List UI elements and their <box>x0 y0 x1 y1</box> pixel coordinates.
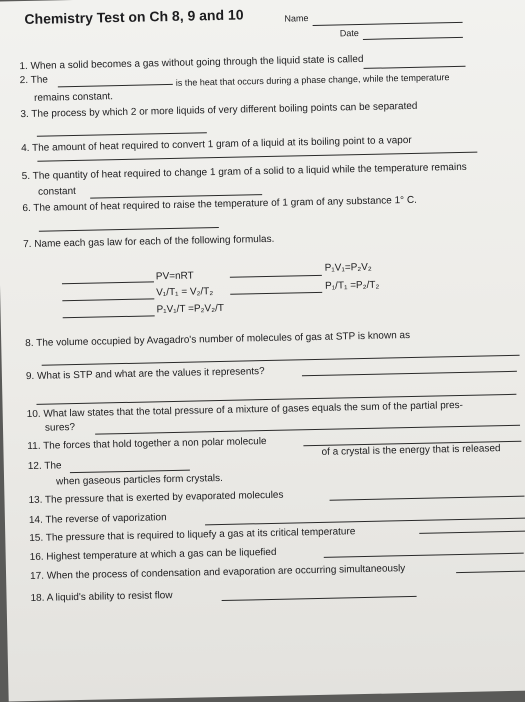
question-1: 1. When a solid becomes a gas without going through the liquid state is called <box>19 53 364 73</box>
answer-blank-6[interactable] <box>39 227 219 232</box>
answer-blank-18[interactable] <box>222 596 417 601</box>
formula-ideal-gas: PV=nRT <box>155 270 194 283</box>
name-blank[interactable] <box>313 22 463 26</box>
answer-blank-10[interactable] <box>95 425 520 435</box>
question-2-prefix: 2. The <box>19 74 48 87</box>
answer-blank-7a[interactable] <box>62 281 154 284</box>
formula-charles: V₁/T₁ = V₂/T₂ <box>156 286 214 299</box>
question-10-continued: sures? <box>44 422 76 434</box>
question-17: 17. When the process of condensation and evaporation are occurring simultaneously <box>29 563 406 583</box>
answer-blank-13[interactable] <box>330 496 525 501</box>
question-9: 9. What is STP and what are the values it represents? <box>25 366 265 383</box>
question-13: 13. The pressure that is exerted by evaporated molecules <box>28 489 284 507</box>
formula-combined: P₁V₁/T =P₂V₂/T <box>156 302 225 316</box>
answer-blank-12[interactable] <box>70 470 190 474</box>
answer-blank-4[interactable] <box>37 152 477 162</box>
question-12-continued: when gaseous particles form crystals. <box>56 472 223 488</box>
date-blank[interactable] <box>363 37 463 40</box>
answer-blank-9a[interactable] <box>302 371 517 377</box>
date-label: Date <box>339 28 359 39</box>
answer-blank-3[interactable] <box>37 132 207 137</box>
answer-blank-7b[interactable] <box>62 298 154 301</box>
answer-blank-17[interactable] <box>456 571 525 573</box>
question-5: 5. The quantity of heat required to change 1 gram of a solid to a liquid while the temperature remains <box>21 161 467 183</box>
question-14: 14. The reverse of vaporization <box>28 512 167 527</box>
question-7: 7. Name each gas law for each of the following formulas. <box>23 233 275 251</box>
name-label: Name <box>284 13 309 24</box>
answer-blank-7d[interactable] <box>230 275 322 278</box>
question-2-continued: remains constant. <box>33 91 114 104</box>
answer-blank-8[interactable] <box>42 355 520 366</box>
answer-blank-7c[interactable] <box>63 315 155 318</box>
question-12-prefix: 12. The <box>27 460 62 473</box>
answer-blank-16[interactable] <box>324 553 524 558</box>
question-18: 18. A liquid's ability to resist flow <box>30 590 173 605</box>
question-3: 3. The process by which 2 or more liquids of very different boiling points can be separated <box>20 100 418 121</box>
answer-blank-14[interactable] <box>205 518 525 526</box>
question-15: 15. The pressure that is required to liquefy a gas at its critical temperature <box>29 526 356 545</box>
formula-boyle: P₁V₁=P₂V₂ <box>324 261 372 274</box>
question-16: 16. Highest temperature at which a gas can be liquefied <box>29 546 277 564</box>
question-5-continued: constant <box>37 185 76 198</box>
question-8: 8. The volume occupied by Avagadro's number of molecules of gas at STP is known as <box>25 330 411 350</box>
question-10: 10. What law states that the total pressure of a mixture of gases equals the sum of the partial pres- <box>26 399 464 421</box>
question-2-text: is the heat that occurs during a phase change, while the temperature <box>175 72 450 88</box>
question-4: 4. The amount of heat required to convert 1 gram of a liquid at its boiling point to a vapor <box>21 134 412 155</box>
question-6: 6. The amount of heat required to raise the temperature of 1 gram of any substance 1° C. <box>22 194 418 215</box>
question-11: 11. The forces that hold together a non polar molecule <box>27 436 267 453</box>
formula-gay-lussac: P₁/T₁ =P₂/T₂ <box>324 279 380 292</box>
page-title: Chemistry Test on Ch 8, 9 and 10 <box>24 6 244 28</box>
question-12-text: of a crystal is the energy that is released <box>321 443 501 458</box>
answer-blank-2[interactable] <box>58 84 173 87</box>
answer-blank-7e[interactable] <box>230 292 322 295</box>
answer-blank-1[interactable] <box>364 66 466 69</box>
answer-blank-15[interactable] <box>419 531 525 534</box>
